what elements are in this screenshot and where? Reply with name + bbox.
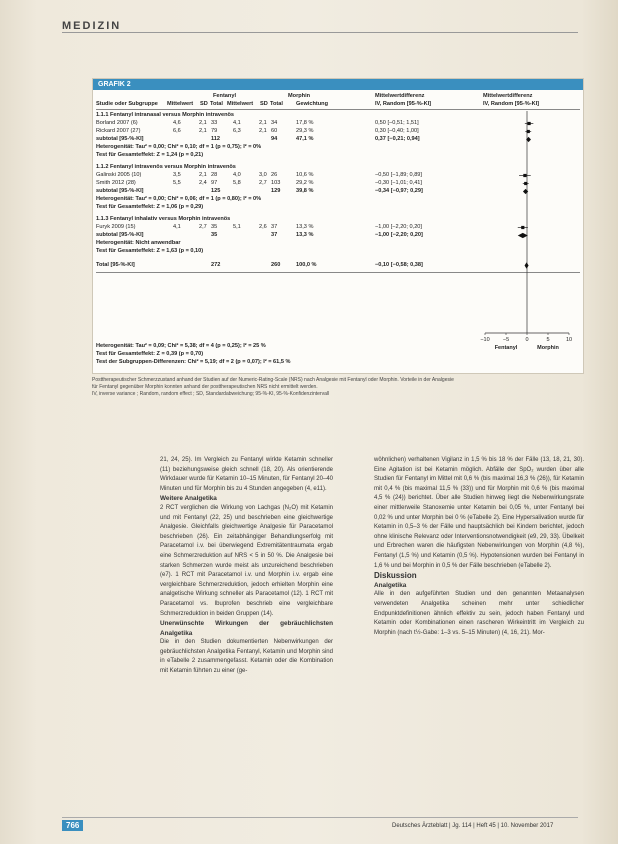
cell-total2: 34 — [271, 120, 278, 126]
subgroup-heading: 1.1.3 Fentanyl inhalativ versus Morphin intravenös — [96, 216, 231, 222]
cell-sd1: 2,1 — [199, 172, 207, 178]
point-estimate — [527, 130, 530, 133]
cell-total1: 35 — [211, 232, 218, 238]
cell-mean1: 4,6 — [173, 120, 181, 126]
total-cell-total1: 272 — [211, 262, 221, 268]
footer-rule — [62, 817, 578, 818]
cell-mean2: 5,1 — [233, 224, 241, 230]
cell-study: Rickard 2007 (27) — [96, 128, 141, 134]
page-number: 766 — [62, 820, 83, 831]
total-diamond — [525, 262, 529, 268]
axis-label-fentanyl: Fentanyl — [494, 345, 518, 351]
cell-weight: 29,2 % — [296, 180, 314, 186]
axis-label-morphin: Morphin — [537, 345, 559, 351]
heading-weitere-analgetika: Weitere Analgetika — [160, 495, 217, 503]
heading-nebenwirkungen: Unerwünschte Wirkungen der gebräuchlichsten Analgetika — [160, 620, 333, 637]
total-cell-study: Total [95-%-KI] — [96, 262, 135, 268]
cell-weight: 17,8 % — [296, 120, 314, 126]
cell-total1: 79 — [211, 128, 218, 134]
subgroup-heterogeneity: Heterogenität: Tau² = 0,00; Chi² = 0,10; df = 1 (p = 0,75); I² = 0% — [96, 144, 262, 150]
cell-sd2: 2,7 — [259, 180, 267, 186]
cell-study: Furyk 2009 (15) — [96, 224, 136, 230]
left-para-2: 2 RCT verglichen die Wirkung von Lachgas (N₂O) mit Ketamin und mit Fentanyl (22, 25) und beschrieben eine gleichwertige Analgesie. Gleichfalls gleichwertige Analgesie für Paracetamol beschrieben (26). Ein zeitabhängiger Behandlungserfolg mit Paracetamol i.v. bei überwiegend Extremitätentraumata ergab eine Schmerzreduktion auf NRS < 5 in 50 %. Die Analgesie bei starken Schmerzen wurde meist als unzureichend beschrieben (e7). 1 RCT mit Paracetamol i.v. und Morphin i.v. ergab eine vergleichbare Schmerzreduktion, jedoch erhielten Morphin eine analgetische Wirkung schneller als Paracetamol (12). 1 RCT mit Paracetamol vs. Ibuprofen beschrieb eine vergleichbare Schmerzreduktion in beiden Gruppen (14). — [160, 504, 333, 617]
cell-total2: 103 — [271, 180, 281, 186]
cell-study: Borland 2007 (6) — [96, 120, 138, 126]
x-tick-label: −5 — [502, 337, 510, 343]
point-estimate — [523, 174, 526, 177]
cell-total2: 26 — [271, 172, 278, 178]
subgroup-effect-test: Test für Gesamteffekt: Z = 1,06 (p = 0,29) — [96, 204, 204, 210]
col-head-wmd-sub: IV, Random [95-%-KI] — [375, 101, 432, 107]
right-text-column — [374, 456, 584, 638]
cell-sd2: 3,0 — [259, 172, 267, 178]
cell-total2: 37 — [271, 224, 278, 230]
cell-ci: 0,30 [−0,40; 1,00] — [375, 128, 419, 134]
subgroup-effect-test: Test für Gesamteffekt: Z = 1,24 (p = 0,21) — [96, 152, 204, 158]
cell-study: subtotal [95-%-KI] — [96, 188, 144, 194]
left-para-3: Die in den Studien dokumentierten Nebenwirkungen der gebräuchlichsten Analgetika Fentanyl, Ketamin und Morphin sind in eTabelle 2 zusammengefasst. Ketamin oder die Kombination mit Ketamin führten zu einer (ge- — [160, 639, 333, 675]
cell-study: subtotal [95-%-KI] — [96, 136, 144, 142]
right-para-2: Alle in den aufgeführten Studien und den genannten Metaanalysen verwendeten Analgetika scheinen mehr unter schiedlicher Endpunktdefinitionen ähnlich effektiv zu sein, jedoch haben Fentanyl und Ketamin oder Kombinationen einen rascheren Wirkeintritt im Vergleich zu Morphin (nach t½-Gabe: 1–3 vs. 5–15 Minuten) (4, 16, 21). Mor- — [374, 591, 584, 636]
col-head-total1: Total — [210, 101, 223, 107]
point-estimate — [528, 122, 531, 125]
cell-total2: 94 — [271, 136, 278, 142]
heading-analgetika: Analgetika — [374, 581, 407, 589]
footer-heterogeneity: Heterogenität: Tau² = 0,09; Chi² = 5,38; df = 4 (p = 0,25); I² = 25 % — [96, 343, 266, 349]
cell-mean2: 4,1 — [233, 120, 241, 126]
right-para-1: wöhnlichen) verhaltenen Vigilanz in 1,5 % bis 18 % der Fälle (13, 18, 21, 30). Eine Agitation ist bei Ketamin möglich. Abfälle der SpO₂ wurden über alle Studien für Fentanyl im Mittel mit 0,6 % (bis maximal 16,3 % (26)), für Ketamin mit 0,4 % (bis maximal 11,5 % (33)) und für Morphin mit 0,6 % (bis maximal 4,5 % (24)) berichtet. Über alle Studien hinweg liegt die Nebenwirkungsrate einer mittlerweile Stanoxemie unter Ketamin bei 0,05 %, unter Fentanyl bei 0,02 % und unter Morphin bei 0 % (eTabelle 2). Eine Hypersalivation wurde für Ketamin in 0,5–3 % der Fälle und hauptsächlich bei Kindern berichtet, jedoch ohne klinische Relevanz oder Interventionsnotwendigkeit (e9, 29, 33). Übelkeit und Erbrechen waren die häufigsten Nebenwirkungen von Morphin (4,8 %), Fentanyl (1,5 %) und Ketamin (0,5 %). Hypotensionen wurden bei Fentanyl in 1,6 % und bei Morphin in 0,5 % der Fälle beschrieben (eTabelle 2). — [374, 457, 584, 569]
cell-mean1: 5,5 — [173, 180, 181, 186]
left-para-1: 21, 24, 25). Im Vergleich zu Fentanyl wirkte Ketamin schneller (11) beziehungsweise gleich schnell (18, 20). Als orientierende Wirkdauer wurde für Ketamin 10–15 Minuten, für Fentanyl 20–40 Minuten und für Morphin bis zu 4 Stunden angegeben (4, e11). — [160, 457, 333, 492]
col-head-morphin: Morphin — [288, 93, 311, 99]
cell-sd1: 2,1 — [199, 128, 207, 134]
x-tick-label: 5 — [546, 337, 550, 343]
cell-weight: 10,6 % — [296, 172, 314, 178]
cell-total2: 129 — [271, 188, 281, 194]
col-head-wmd2-sub: IV, Random [95-%-KI] — [483, 101, 540, 107]
cell-weight: 39,8 % — [296, 188, 314, 194]
cell-total2: 60 — [271, 128, 278, 134]
journal-citation: Deutsches Ärzteblatt | Jg. 114 | Heft 45 | 10. November 2017 — [392, 823, 554, 829]
subtotal-diamond — [523, 189, 528, 194]
cell-sd1: 2,1 — [199, 120, 207, 126]
cell-total2: 37 — [271, 232, 278, 238]
cell-total1: 125 — [211, 188, 221, 194]
subgroup-heterogeneity: Heterogenität: Tau² = 0,00; Chi² = 0,06; df = 1 (p = 0,80); I² = 0% — [96, 196, 262, 202]
footer-subgroup-test: Test der Subgruppen-Differenzen: Chi² = 5,19; df = 2 (p = 0,07); I² = 61,5 % — [96, 359, 291, 365]
col-head-study: Studie oder Subgruppe — [96, 101, 158, 107]
footer-total-test: Test für Gesamteffekt: Z = 0,39 (p = 0,70) — [96, 351, 204, 357]
col-head-sd1: SD — [200, 101, 208, 107]
x-tick-label: 10 — [565, 337, 573, 343]
x-tick-label: 0 — [525, 337, 529, 343]
total-cell-ci: −0,10 [−0,58; 0,38] — [375, 262, 423, 268]
figure-title: GRAFIK 2 — [93, 79, 583, 90]
cell-total1: 35 — [211, 224, 218, 230]
point-estimate — [521, 226, 524, 229]
heading-diskussion: Diskussion — [374, 571, 417, 581]
col-head-mean2: Mittelwert — [227, 101, 254, 107]
cell-ci: 0,37 [−0,21; 0,94] — [375, 136, 420, 142]
cell-mean1: 3,5 — [173, 172, 181, 178]
cell-total1: 97 — [211, 180, 218, 186]
cell-sd1: 2,4 — [199, 180, 207, 186]
cell-total1: 28 — [211, 172, 218, 178]
header-rule — [62, 32, 578, 33]
cell-ci: −1,00 [−2,20; 0,20] — [375, 232, 423, 238]
col-head-wmd: Mittelwertdifferenz — [375, 93, 425, 99]
section-header: MEDIZIN — [62, 20, 122, 32]
cell-study: Galinski 2005 (10) — [96, 172, 142, 178]
cell-weight: 13,3 % — [296, 232, 314, 238]
cell-weight: 29,3 % — [296, 128, 314, 134]
subgroup-heterogeneity: Heterogenität: Nicht anwendbar — [96, 240, 181, 246]
total-cell-total2: 260 — [271, 262, 281, 268]
cell-ci: −0,34 [−0,97; 0,29] — [375, 188, 423, 194]
forest-plot-graphic — [93, 79, 583, 373]
col-head-total2: Total — [270, 101, 283, 107]
subgroup-effect-test: Test für Gesamteffekt: Z = 1,63 (p = 0,10) — [96, 248, 204, 254]
cell-study: subtotal [95-%-KI] — [96, 232, 144, 238]
cell-mean1: 6,6 — [173, 128, 181, 134]
col-head-mean1: Mittelwert — [167, 101, 194, 107]
cell-weight: 13,3 % — [296, 224, 314, 230]
cell-mean1: 4,1 — [173, 224, 181, 230]
cell-sd2: 2,1 — [259, 128, 267, 134]
subtotal-diamond — [518, 233, 528, 238]
forest-plot-figure — [92, 78, 584, 374]
subgroup-heading: 1.1.2 Fentanyl intravenös versus Morphin intravenös — [96, 164, 236, 170]
caption-line-3: IV, inverse variance ; Random, random effect ; SD, Standardabweichung; 95-%-KI, 95-%-Konfidenzintervall — [92, 391, 330, 397]
cell-ci: −0,50 [−1,89; 0,89] — [375, 172, 422, 178]
col-head-weight: Gewichtung — [296, 101, 329, 107]
cell-study: Smith 2012 (28) — [96, 180, 136, 186]
subgroup-heading: 1.1.1 Fentanyl intranasal versus Morphin intravenös — [96, 112, 235, 118]
left-text-column — [160, 456, 333, 677]
cell-sd1: 2,7 — [199, 224, 207, 230]
caption-line-2: für Fentanyl gegenüber Morphin konnten anhand der posttherapeutischen NRS nicht ermittelt werden. — [92, 384, 318, 390]
col-head-fentanyl: Fentanyl — [213, 93, 237, 99]
point-estimate — [524, 182, 527, 185]
caption-line-1: Posttherapeutischer Schmerzzustand anhand der Studien auf der Numeric-Rating-Scale (NRS) nach Analgesie mit Fentanyl oder Morphin. Vorteile in der Analgesie — [92, 377, 454, 383]
col-head-sd2: SD — [260, 101, 268, 107]
cell-total1: 33 — [211, 120, 218, 126]
cell-sd2: 2,6 — [259, 224, 267, 230]
cell-ci: −1,00 [−2,20; 0,20] — [375, 224, 422, 230]
cell-mean2: 4,0 — [233, 172, 241, 178]
cell-ci: 0,50 [−0,51; 1,51] — [375, 120, 419, 126]
x-tick-label: −10 — [480, 337, 490, 343]
col-head-wmd2: Mittelwertdifferenz — [483, 93, 533, 99]
total-cell-weight: 100,0 % — [296, 262, 317, 268]
cell-sd2: 2,1 — [259, 120, 267, 126]
cell-ci: −0,30 [−1,01; 0,41] — [375, 180, 422, 186]
cell-mean2: 6,3 — [233, 128, 241, 134]
cell-mean2: 5,8 — [233, 180, 241, 186]
cell-weight: 47,1 % — [296, 136, 314, 142]
figure-caption — [92, 377, 582, 398]
cell-total1: 112 — [211, 136, 221, 142]
